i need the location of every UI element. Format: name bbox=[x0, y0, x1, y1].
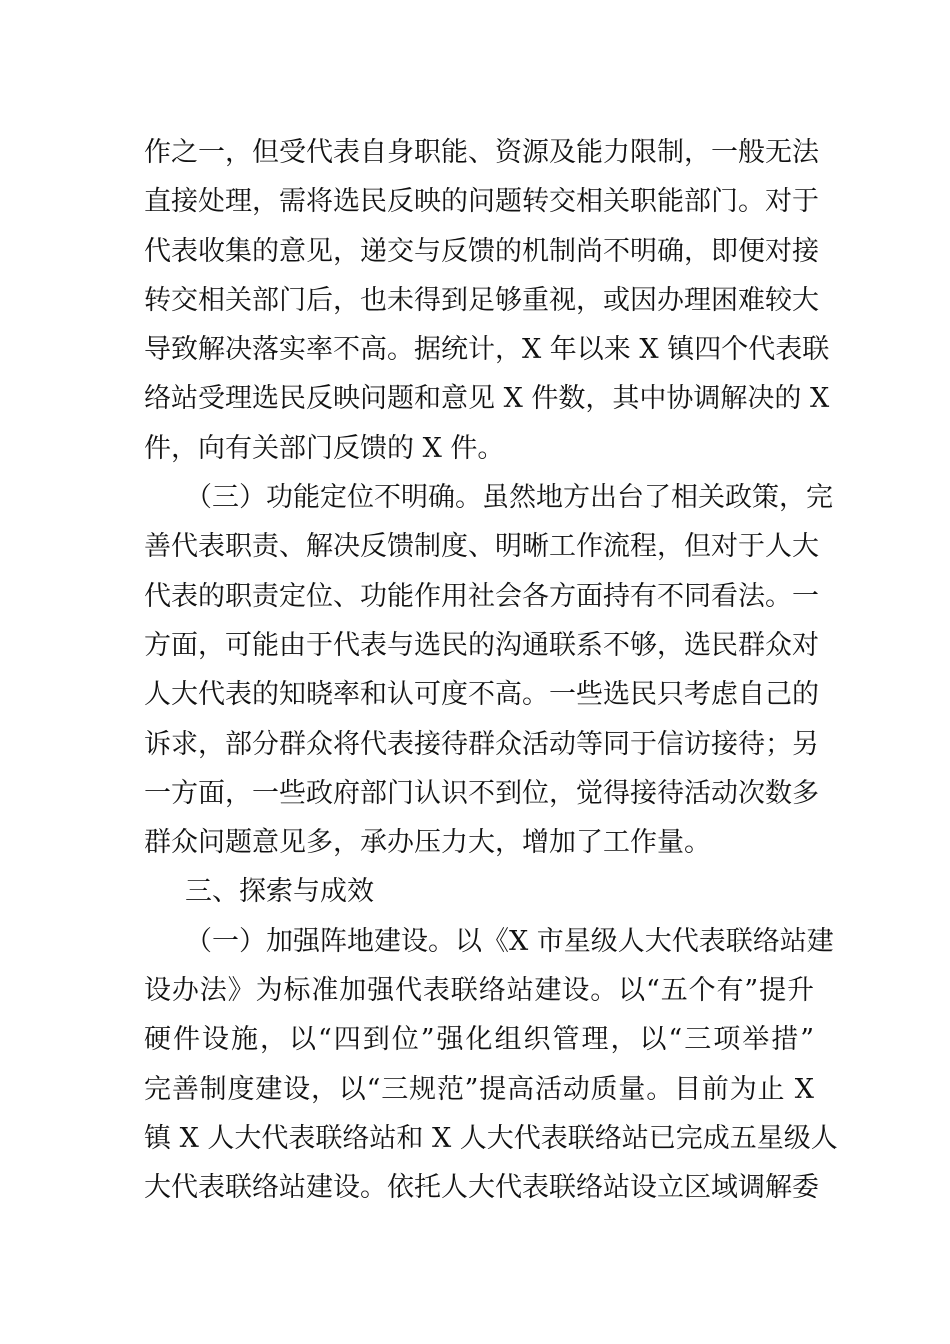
text-line: 硬件设施，以“四到位”强化组织管理，以“三项举措” bbox=[144, 1024, 814, 1056]
text-line: 直接处理，需将选民反映的问题转交相关职能部门。对于 bbox=[144, 186, 819, 218]
text-line: 代表的职责定位、功能作用社会各方面持有不同看法。一 bbox=[144, 580, 819, 612]
text-line: 转交相关部门后，也未得到足够重视，或因办理困难较大 bbox=[144, 284, 819, 316]
text-line: 群众问题意见多，承办压力大，增加了工作量。 bbox=[144, 827, 711, 859]
text-line: 件，向有关部门反馈的 X 件。 bbox=[144, 432, 505, 464]
section-heading: 三、探索与成效 bbox=[185, 876, 374, 908]
text-line: 一方面，一些政府部门认识不到位，觉得接待活动次数多 bbox=[144, 777, 819, 809]
text-line: 作之一，但受代表自身职能、资源及能力限制，一般无法 bbox=[144, 137, 819, 168]
text-line: 代表收集的意见，递交与反馈的机制尚不明确，即便对接 bbox=[144, 235, 819, 267]
body-text bbox=[144, 128, 838, 1213]
paragraph-start-line: （一）加强阵地建设。以《X 市星级人大代表联络站建 bbox=[185, 925, 834, 957]
text-line: 设办法》为标准加强代表联络站建设。以“五个有”提升 bbox=[144, 975, 814, 1007]
text-line: 善代表职责、解决反馈制度、明晰工作流程，但对于人大 bbox=[144, 531, 819, 563]
text-line: 方面，可能由于代表与选民的沟通联系不够，选民群众对 bbox=[144, 629, 819, 661]
text-line: 络站受理选民反映问题和意见 X 件数，其中协调解决的 X bbox=[144, 383, 830, 415]
text-line: 镇 X 人大代表联络站和 X 人大代表联络站已完成五星级人 bbox=[144, 1122, 838, 1154]
text-line: 完善制度建设，以“三规范”提高活动质量。目前为止 X bbox=[144, 1073, 814, 1105]
paragraph-start-line: （三）功能定位不明确。虽然地方出台了相关政策，完 bbox=[185, 482, 833, 514]
text-line: 导致解决落实率不高。据统计，X 年以来 X 镇四个代表联 bbox=[144, 334, 830, 366]
text-line: 人大代表的知晓率和认可度不高。一些选民只考虑自己的 bbox=[144, 679, 819, 711]
text-line: 大代表联络站建设。依托人大代表联络站设立区域调解委 bbox=[144, 1172, 819, 1204]
text-line: 诉求，部分群众将代表接待群众活动等同于信访接待；另 bbox=[144, 728, 819, 760]
